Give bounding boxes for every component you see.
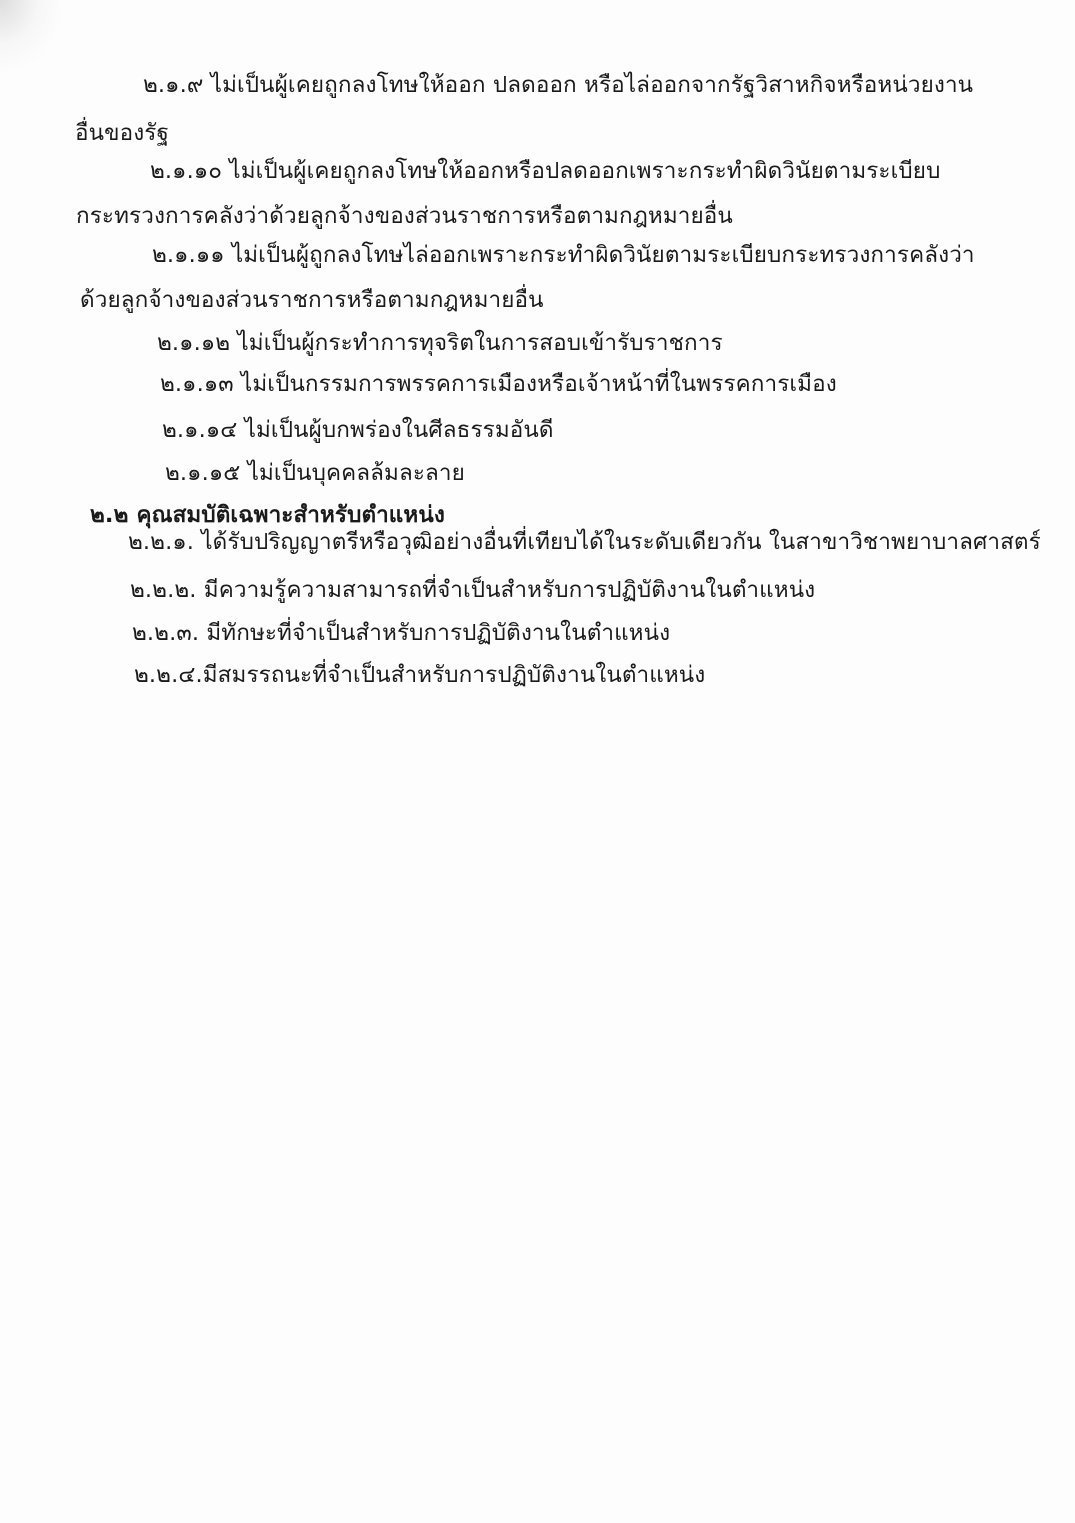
item-2-1-9-line2: อื่นของรัฐ bbox=[75, 120, 169, 146]
item-2-1-13: ๒.๑.๑๓ ไม่เป็นกรรมการพรรคการเมืองหรือเจ้าหน้าที่ในพรรคการเมือง bbox=[160, 371, 837, 397]
item-2-1-9-line1: ๒.๑.๙ ไม่เป็นผู้เคยถูกลงโทษให้ออก ปลดออก หรือไล่ออกจากรัฐวิสาหกิจหรือหน่วยงาน bbox=[143, 72, 974, 98]
section-2-2-heading: ๒.๒ คุณสมบัติเฉพาะสำหรับตำแหน่ง bbox=[90, 502, 445, 528]
item-2-1-11-line2: ด้วยลูกจ้างของส่วนราชการหรือตามกฎหมายอื่น bbox=[80, 287, 544, 313]
item-2-1-11-line1: ๒.๑.๑๑ ไม่เป็นผู้ถูกลงโทษไล่ออกเพราะกระทำผิดวินัยตามระเบียบกระทรวงการคลังว่า bbox=[152, 242, 975, 268]
item-2-1-10-line2: กระทรวงการคลังว่าด้วยลูกจ้างของส่วนราชการหรือตามกฎหมายอื่น bbox=[76, 203, 733, 229]
item-2-1-10-line1: ๒.๑.๑๐ ไม่เป็นผู้เคยถูกลงโทษให้ออกหรือปลดออกเพราะกระทำผิดวินัยตามระเบียบ bbox=[150, 158, 941, 184]
item-2-1-12: ๒.๑.๑๒ ไม่เป็นผู้กระทำการทุจริตในการสอบเข้ารับราชการ bbox=[157, 330, 723, 356]
item-2-2-3: ๒.๒.๓. มีทักษะที่จำเป็นสำหรับการปฏิบัติงานในตำแหน่ง bbox=[132, 620, 671, 646]
item-2-1-15: ๒.๑.๑๕ ไม่เป็นบุคคลล้มละลาย bbox=[165, 460, 465, 486]
item-2-2-2: ๒.๒.๒. มีความรู้ความสามารถที่จำเป็นสำหรับการปฏิบัติงานในตำแหน่ง bbox=[130, 577, 816, 603]
item-2-1-14: ๒.๑.๑๔ ไม่เป็นผู้บกพร่องในศีลธรรมอันดี bbox=[162, 417, 554, 443]
item-2-2-4: ๒.๒.๔.มีสมรรถนะที่จำเป็นสำหรับการปฏิบัติงานในตำแหน่ง bbox=[134, 662, 706, 688]
item-2-2-1: ๒.๒.๑. ได้รับปริญญาตรีหรือวุฒิอย่างอื่นที่เทียบได้ในระดับเดียวกัน ในสาขาวิชาพยาบาลศาสตร์ bbox=[128, 529, 1041, 555]
scan-noise bbox=[0, 0, 60, 70]
